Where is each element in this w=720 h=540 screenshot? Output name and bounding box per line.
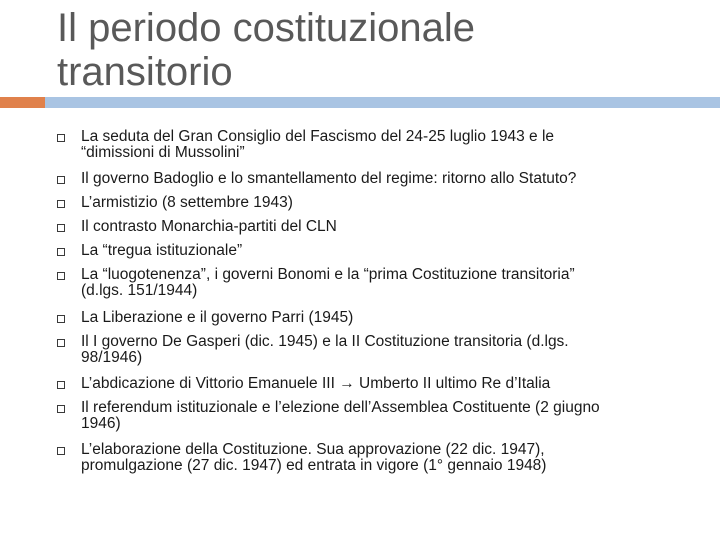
slide-title-line-2: transitorio [57,50,233,94]
bullet-text: La Liberazione e il governo Parri (1945) [81,309,354,326]
bullet-text: La seduta del Gran Consiglio del Fascismo del 24-25 luglio 1943 e le “dimissioni di Mussolini” [81,128,555,161]
slide-title-line-1: Il periodo costituzionale [57,6,476,50]
bullet-text: Il referendum istituzionale e l’elezione dell’Assemblea Costituente (2 giugno 1946) [81,399,600,432]
bullet-text: L’armistizio (8 settembre 1943) [81,194,293,211]
square-bullet-icon [57,447,65,455]
bullet-text: Il contrasto Monarchia-partiti del CLN [81,218,337,235]
bullet-text: L’abdicazione di Vittorio Emanuele III → Umberto II ultimo Re d’Italia [81,375,551,392]
square-bullet-icon [57,200,65,208]
bullet-text: L’elaborazione della Costituzione. Sua approvazione (22 dic. 1947), promulgazione (27 dic. 1947) ed entrata in vigore (1° gennaio 1948) [81,441,547,474]
square-bullet-icon [57,315,65,323]
square-bullet-icon [57,339,65,347]
square-bullet-icon [57,405,65,413]
bullet-text: La “tregua istituzionale” [81,242,243,259]
square-bullet-icon [57,176,65,184]
square-bullet-icon [57,224,65,232]
bullet-text: Il governo Badoglio e lo smantellamento del regime: ritorno allo Statuto? [81,170,577,187]
square-bullet-icon [57,248,65,256]
square-bullet-icon [57,381,65,389]
square-bullet-icon [57,272,65,280]
bullet-text: Il I governo De Gasperi (dic. 1945) e la II Costituzione transitoria (d.lgs. 98/1946) [81,333,569,366]
square-bullet-icon [57,134,65,142]
bullet-text: La “luogotenenza”, i governi Bonomi e la “prima Costituzione transitoria” (d.lgs. 151/1944) [81,266,575,299]
